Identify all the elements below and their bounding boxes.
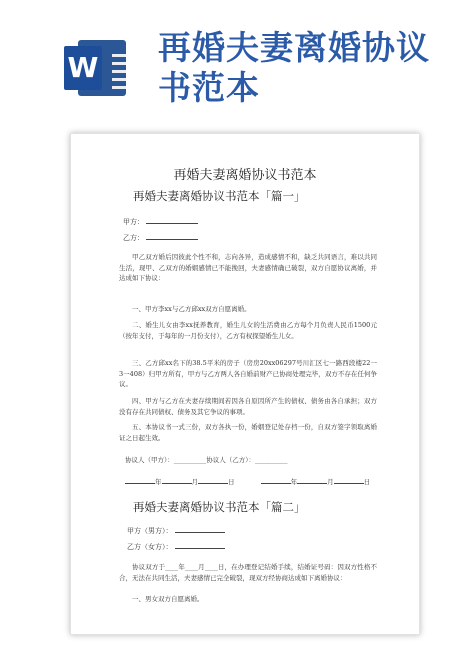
document-page: [70, 133, 420, 635]
header-banner: [0, 0, 474, 110]
date-year-2: 年: [290, 478, 298, 486]
party-b-field: [123, 232, 198, 243]
banner-title: 再婚夫妻离婚协议书范本: [158, 28, 430, 107]
wife-field: [127, 541, 225, 552]
party-b-blank: [146, 232, 198, 240]
date-line: [125, 477, 370, 486]
word-icon-lines: [112, 54, 134, 94]
date-month-2: 月: [327, 478, 334, 486]
date-day-2: 日: [363, 478, 371, 486]
section-heading-1: 再婚夫妻离婚协议书范本「篇一」: [133, 189, 306, 203]
paragraph-4: 四、甲方与乙方在夫妻存续期间若因各自原因所产生的债权、债务由各自承担；双方没有存在共同债权、债务及其它争议的事项。: [119, 397, 377, 416]
party-a-blank: [146, 216, 198, 224]
paragraph-2: 二、婚生儿女由李xx抚养教育，婚生儿女的生活费由乙方每个月负责人民币1500元（按年支付，于每年的一月份支付），乙方有权探望婚生儿女。: [119, 321, 377, 340]
paragraph-intro: 甲乙双方婚后因彼此个性不和，志向各异，造成感情不和，缺乏共同语言，难以共同生活，现甲、乙双方的婚姻感情已不能挽回，夫妻感情确已破裂，双方自愿协议离婚，并达成如下协议：: [119, 253, 377, 282]
word-document-icon: [64, 36, 128, 100]
paragraph-1: 一、甲方李xx与乙方邱xx双方自愿离婚。: [132, 305, 251, 313]
paragraph-2-1: 一、男女双方自愿离婚。: [132, 595, 204, 603]
wife-label: 乙方（女方）：: [127, 543, 173, 551]
word-icon-letter: W: [64, 46, 102, 90]
date-year: 年: [155, 478, 162, 486]
party-b-label: 乙方：: [123, 234, 144, 242]
paragraph-2-intro: 协议双方于____年____月____日，在办理登记结婚手续，结婚证号码：因双方性格不合，无法在共同生活，夫妻感情已完全破裂，现双方经协商达成如下离婚协议：: [119, 563, 377, 582]
wife-blank: [175, 541, 225, 549]
husband-blank: [175, 525, 225, 533]
signature-line: 协议人（甲方）：__________协议人（乙方）：__________: [125, 456, 288, 464]
husband-label: 甲方（男方）：: [127, 527, 173, 535]
husband-field: [127, 525, 225, 536]
section-heading-2: 再婚夫妻离婚协议书范本「篇二」: [133, 500, 306, 514]
date-day: 日: [228, 478, 235, 486]
party-a-label: 甲方：: [123, 218, 144, 226]
party-a-field: [123, 216, 198, 227]
date-month: 月: [191, 478, 198, 486]
paragraph-3: 三、乙方邱xx名下的38.5平米的房子（房房20xx06297号川汇区七一路西段楼22一3一408）归甲方所有，甲方与乙方两人各自婚前财产已协商处理完毕，双方不存在任何争议。: [119, 359, 377, 388]
paragraph-5: 五、本协议书一式三份，双方各执一份，婚姻登记处存档一份，自双方签字领取离婚证之日起生效。: [119, 423, 377, 442]
document-title: 再婚夫妻离婚协议书范本: [173, 168, 317, 183]
